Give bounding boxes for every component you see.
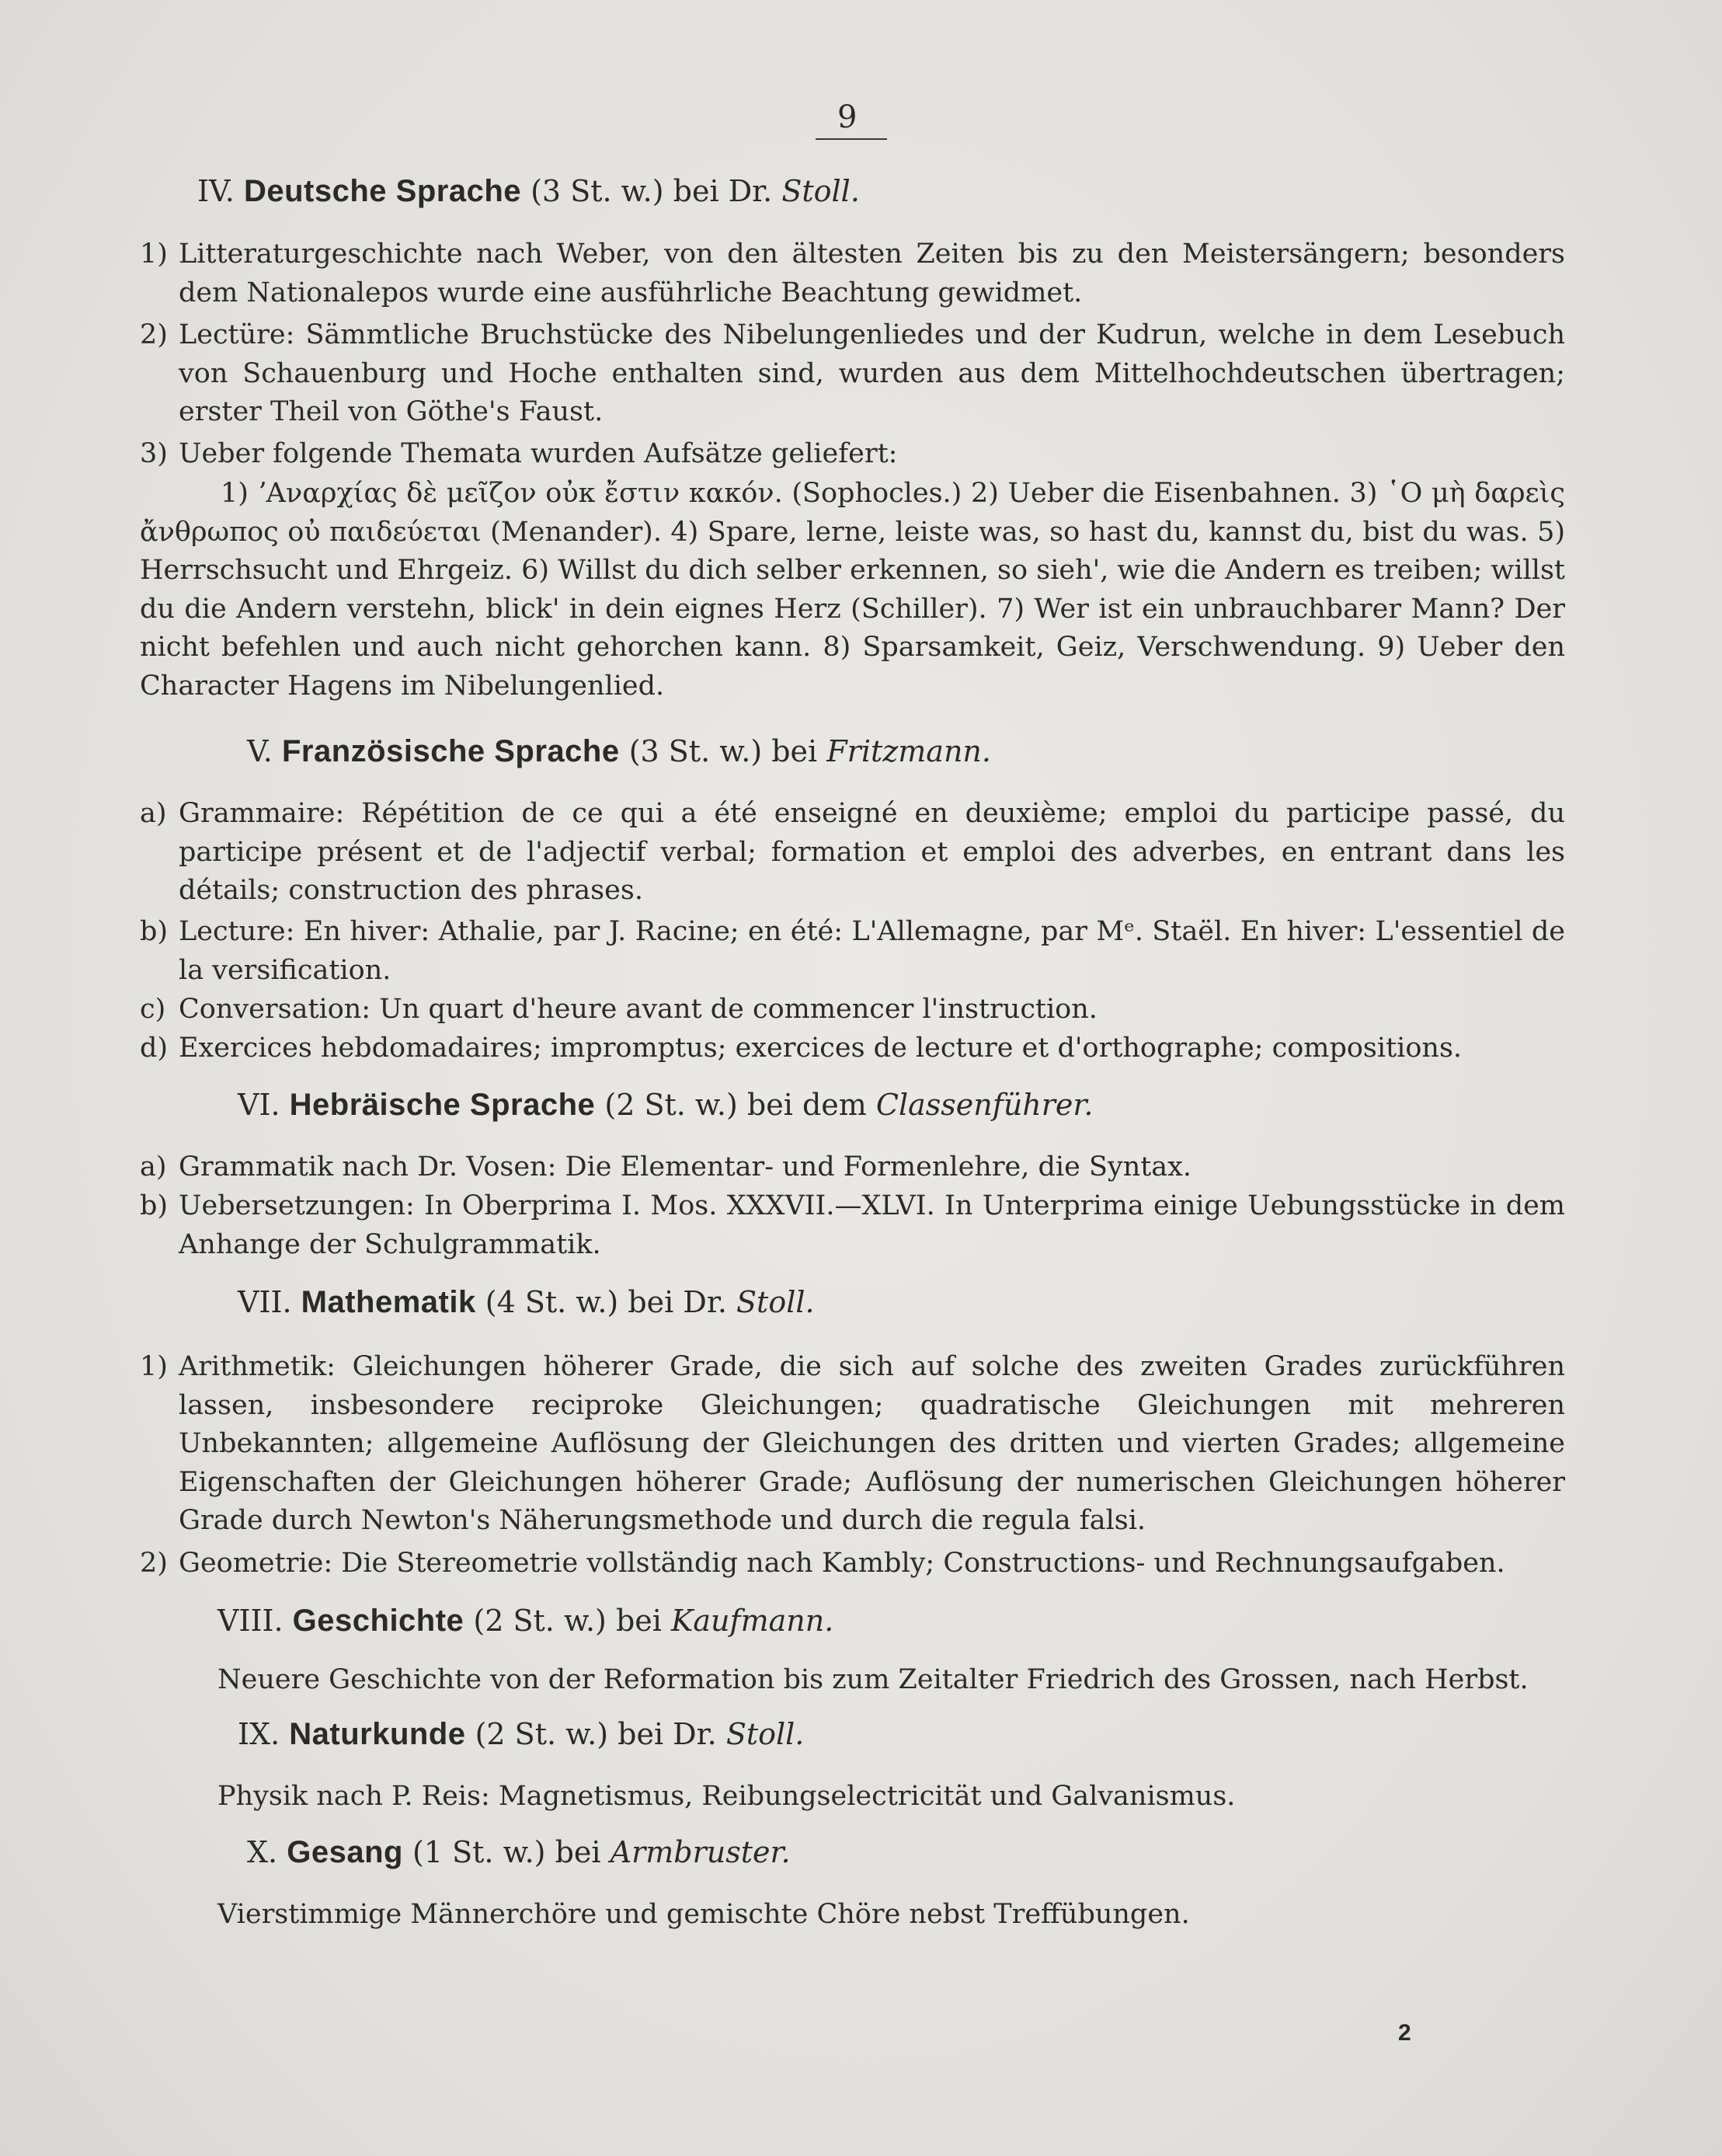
section-x-hours: (1 St. w.) bei: [412, 1835, 601, 1869]
page-number-rule: [816, 138, 887, 140]
section-v-subject: Französische Sprache: [281, 734, 620, 768]
section-iv-item-3: [140, 435, 1565, 474]
section-v-item-a: [140, 795, 1565, 911]
section-vii-item-2: [140, 1545, 1565, 1583]
section-vi-teacher: Classenführer.: [875, 1088, 1094, 1122]
section-vii-hours: (4 St. w.) bei Dr.: [485, 1285, 727, 1319]
section-vi-heading: [238, 1088, 1094, 1123]
section-ix-subject: Naturkunde: [289, 1717, 466, 1751]
item-label: b): [140, 1190, 169, 1221]
section-viii-roman: VIII.: [217, 1604, 284, 1638]
section-v-item-b: [140, 913, 1565, 990]
item-label: 2): [140, 319, 168, 350]
section-v-item-d: [140, 1029, 1565, 1068]
item-text: Arithmetik: Gleichungen höherer Grade, die sich auf solche des zweiten Grades zurückführen lassen, insbesondere reciproke Gleichungen; quadratische Gleichungen mit mehreren Unbekannten; allgemeine Auflösung der Gleichungen des dritten und vierten Grades; allgemeine Eigenschaften der Gleichungen höherer Grade; Auflösung der numerischen Gleichungen höherer Grade durch Newton's Näherungsmethode und durch die regula falsi.: [179, 1351, 1565, 1536]
section-vi-item-a: [140, 1148, 1565, 1187]
section-x-heading: [247, 1835, 791, 1870]
section-x-teacher: Armbruster.: [610, 1835, 791, 1869]
section-viii-heading: [217, 1604, 833, 1639]
item-label: c): [140, 994, 166, 1025]
section-iv-themata: 1) ʼΑναρχίας δὲ μεῖζον οὐκ ἔστιν κακόν. (Sophocles.) 2) Ueber die Eisenbahnen. 3) ῾Ο μὴ δαρεὶς ἄνθρωπος οὐ παιδεύεται (Menander). 4) Spare, lerne, leiste was, so hast du, kannst du, bist du was. 5) Herrschsucht und Ehrgeiz. 6) Willst du dich selber erkennen, so sieh', wie die Andern es treiben; willst du die Andern verstehn, blick' in dein eignes Herz (Schiller). 7) Wer ist ein unbrauchbarer Mann? Der nicht befehlen und auch nicht gehorchen kann. 8) Sparsamkeit, Geiz, Verschwendung. 9) Ueber den Character Hagens im Nibelungenlied.: [140, 478, 1565, 702]
section-ix-teacher: Stoll.: [725, 1717, 805, 1751]
section-vi-item-b: [140, 1187, 1565, 1264]
section-v-hours: (3 St. w.) bei: [628, 734, 818, 768]
item-text: Grammaire: Répétition de ce qui a été enseigné en deuxième; emploi du participe passé, du participe présent et de l'adjectif verbal; formation et emploi des adverbes, en entrant dans les détails; construction des phrases.: [179, 798, 1565, 906]
section-iv-item-2: [140, 316, 1565, 432]
section-v-roman: V.: [247, 734, 273, 768]
section-v-teacher: Fritzmann.: [826, 734, 991, 768]
item-label: 2): [140, 1548, 168, 1579]
item-label: b): [140, 916, 169, 947]
item-label: 1): [140, 239, 168, 270]
section-ix-heading: [238, 1717, 804, 1752]
section-iv-heading: [197, 174, 860, 209]
section-vii-subject: Mathematik: [301, 1285, 476, 1319]
item-label: a): [140, 798, 167, 829]
item-text: Conversation: Un quart d'heure avant de commencer l'instruction.: [179, 994, 1098, 1025]
section-v-heading: [247, 734, 991, 769]
section-x-text: Vierstimmige Männerchöre und gemischte Chöre nebst Treffübungen.: [217, 1899, 1190, 1930]
section-iv-roman: IV.: [197, 174, 235, 208]
section-vii-roman: VII.: [238, 1285, 292, 1319]
item-label: d): [140, 1033, 169, 1064]
item-text: Grammatik nach Dr. Vosen: Die Elementar- und Formenlehre, die Syntax.: [179, 1151, 1192, 1182]
section-iv-teacher: Stoll.: [781, 174, 860, 208]
footer-signature-mark: 2: [1398, 2020, 1411, 2046]
section-viii-teacher: Kaufmann.: [671, 1604, 834, 1638]
section-ix-roman: IX.: [238, 1717, 280, 1751]
section-iv-subject: Deutsche Sprache: [243, 174, 522, 208]
item-text: Geometrie: Die Stereometrie vollständig nach Kambly; Constructions- und Rechnungsaufgaben.: [179, 1548, 1505, 1579]
section-vii-heading: [238, 1285, 815, 1320]
section-vi-hours: (2 St. w.) bei dem: [604, 1088, 867, 1122]
item-text: Lecture: En hiver: Athalie, par J. Racine; en été: L'Allemagne, par Mᵉ. Staël. En hiver: L'essentiel de la versification.: [179, 916, 1565, 986]
item-label: 1): [140, 1351, 168, 1382]
section-vii-teacher: Stoll.: [736, 1285, 815, 1319]
section-ix-hours: (2 St. w.) bei Dr.: [475, 1717, 717, 1751]
item-text: Ueber folgende Themata wurden Aufsätze geliefert:: [179, 438, 898, 469]
item-label: 3): [140, 438, 168, 469]
section-vi-subject: Hebräische Sprache: [289, 1088, 596, 1122]
section-v-item-c: [140, 991, 1565, 1029]
section-iv-item-1: [140, 235, 1565, 312]
page-number: 9: [837, 99, 858, 135]
section-viii-subject: Geschichte: [292, 1604, 464, 1638]
section-x-roman: X.: [247, 1835, 278, 1869]
section-viii-hours: (2 St. w.) bei: [473, 1604, 662, 1638]
item-text: Exercices hebdomadaires; impromptus; exercices de lecture et d'orthographe; compositions.: [179, 1033, 1463, 1064]
section-x-subject: Gesang: [287, 1835, 403, 1869]
section-viii-text: Neuere Geschichte von der Reformation bis zum Zeitalter Friedrich des Grossen, nach Herbst.: [217, 1664, 1529, 1695]
section-iv-hours: (3 St. w.) bei Dr.: [531, 174, 773, 208]
section-vii-item-1: [140, 1348, 1565, 1541]
item-label: a): [140, 1151, 167, 1182]
section-ix-text: Physik nach P. Reis: Magnetismus, Reibungselectricität und Galvanismus.: [217, 1781, 1236, 1812]
item-text: Litteraturgeschichte nach Weber, von den ältesten Zeiten bis zu den Meistersängern; besonders dem Nationalepos wurde eine ausführliche Beachtung gewidmet.: [179, 239, 1565, 308]
section-vi-roman: VI.: [238, 1088, 280, 1122]
item-text: Uebersetzungen: In Oberprima I. Mos. XXXVII.—XLVI. In Unterprima einige Uebungsstücke in dem Anhange der Schulgrammatik.: [179, 1190, 1565, 1260]
item-text: Lectüre: Sämmtliche Bruchstücke des Nibelungenliedes und der Kudrun, welche in dem Lesebuch von Schauenburg und Hoche enthalten sind, wurden aus dem Mittelhochdeutschen übertragen; erster Theil von Göthe's Faust.: [179, 319, 1565, 427]
